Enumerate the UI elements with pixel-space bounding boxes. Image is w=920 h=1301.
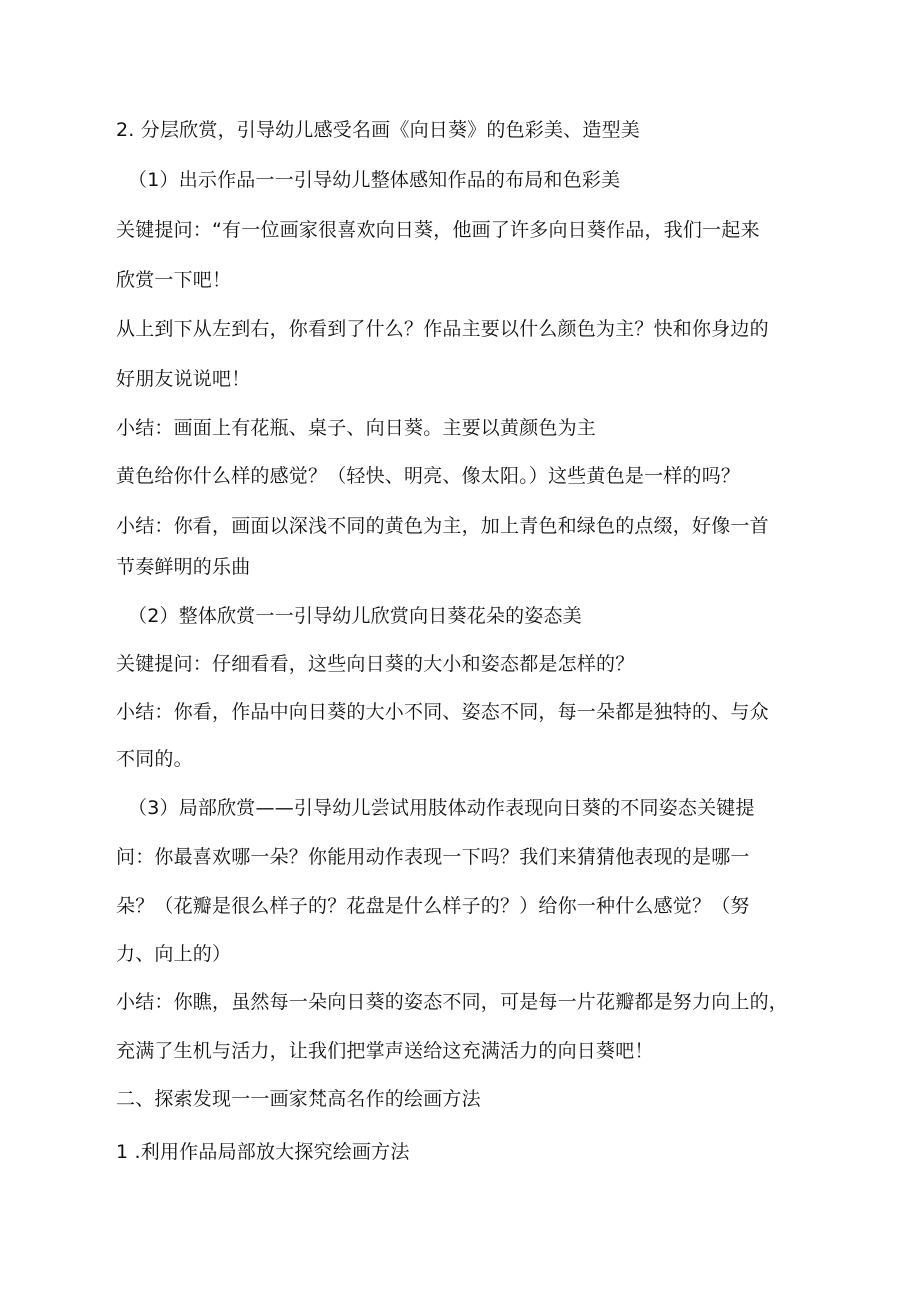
paragraph-line: 朵？（花瓣是很么样子的？花盘是什么样子的？）给你一种什么感觉？（努 <box>116 895 750 917</box>
paragraph-line: 好朋友说说吧！ <box>116 368 251 390</box>
numbered-item-1: 1 .利用作品局部放大探究绘画方法 <box>116 1141 410 1163</box>
subheading-3: （3）局部欣赏——引导幼儿尝试用肢体动作表现向日葵的不同姿态关键提 <box>128 797 755 819</box>
paragraph-line: 关键提问：“有一位画家很喜欢向日葵，他画了许多向日葵作品，我们一起来 <box>116 219 760 241</box>
paragraph-line: 充满了生机与活力，让我们把掌声送给这充满活力的向日葵吧！ <box>116 1040 654 1062</box>
summary-line: 小结：画面上有花瓶、桌子、向日葵。主要以黄颜色为主 <box>116 417 597 439</box>
summary-line: 小结：你看，作品中向日葵的大小不同、姿态不同，每一朵都是独特的、与众 <box>116 701 769 723</box>
paragraph-line: 力、向上的） <box>116 943 232 965</box>
paragraph-line: 不同的。 <box>116 748 193 770</box>
paragraph-line: 从上到下从左到右，你看到了什么？作品主要以什么颜色为主？快和你身边的 <box>116 318 769 340</box>
section-heading-two: 二、探索发现一一画家梵高名作的绘画方法 <box>116 1088 481 1110</box>
paragraph-line: 节奏鲜明的乐曲 <box>116 556 251 578</box>
subheading-2: （2）整体欣赏一一引导幼儿欣赏向日葵花朵的姿态美 <box>128 605 582 627</box>
summary-line: 小结：你看，画面以深浅不同的黄色为主，加上青色和绿色的点缀，好像一首 <box>116 515 769 537</box>
paragraph-line: 黄色给你什么样的感觉？（轻快、明亮、像太阳。）这些黄色是一样的吗？ <box>116 465 741 487</box>
section-heading-2: 2. 分层欣赏，引导幼儿感受名画《向日葵》的色彩美、造型美 <box>116 119 640 141</box>
subheading-1: （1）出示作品一一引导幼儿整体感知作品的布局和色彩美 <box>128 169 621 191</box>
summary-line: 小结：你瞧，虽然每一朵向日葵的姿态不同，可是每一片花瓣都是努力向上的， <box>116 991 789 1013</box>
paragraph-line: 关键提问：仔细看看，这些向日葵的大小和姿态都是怎样的？ <box>116 653 635 675</box>
paragraph-line: 欣赏一下吧！ <box>116 269 232 291</box>
paragraph-line: 问：你最喜欢哪一朵？你能用动作表现一下吗？我们来猜猜他表现的是哪一 <box>116 846 750 868</box>
